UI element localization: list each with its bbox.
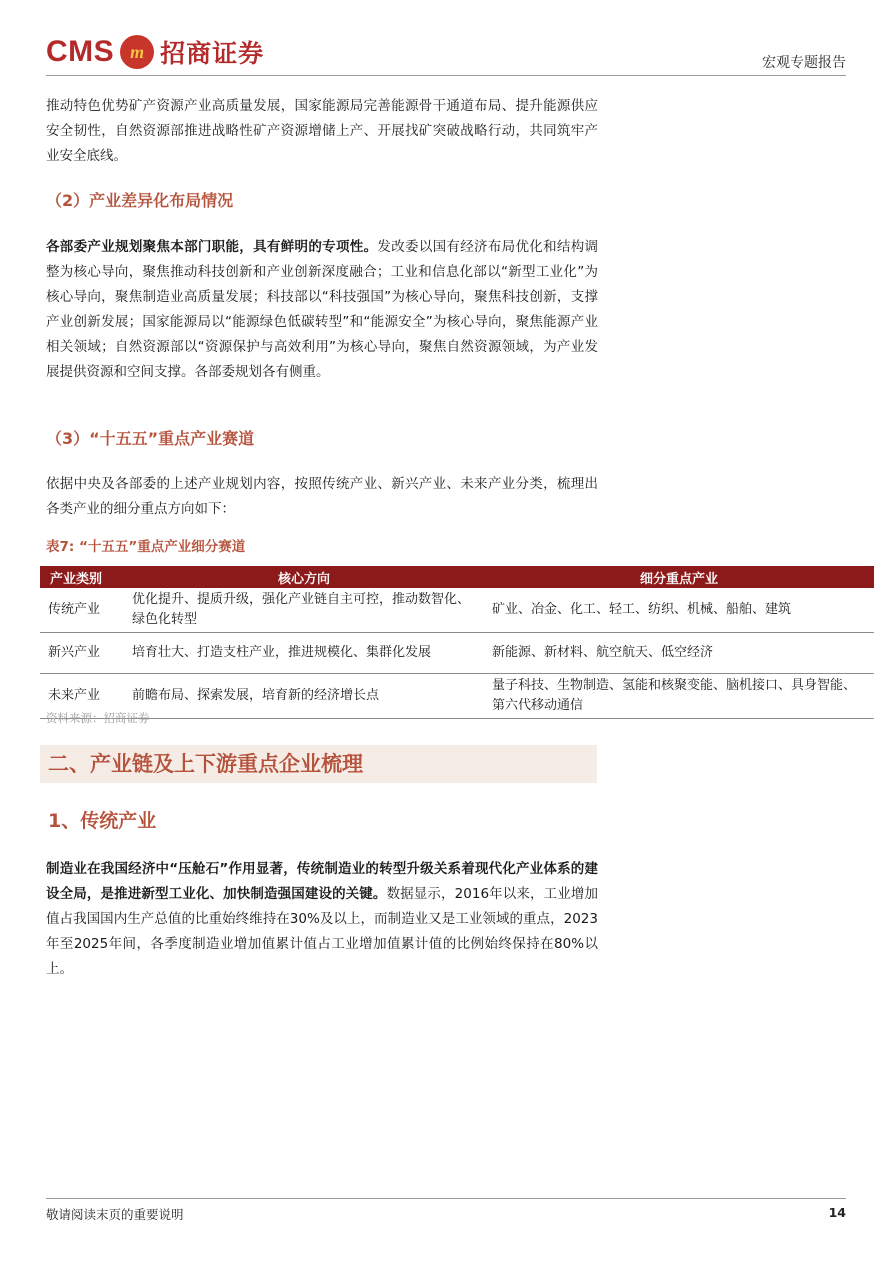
table-cell: 量子科技、生物制造、氢能和核聚变能、脑机接口、具身智能、第六代移动通信 [484, 674, 874, 719]
table-header-category: 产业类别 [40, 566, 124, 588]
table-row [40, 633, 874, 674]
paragraph-4-lead: 制造业在我国经济中“压舱石”作用显著，传统制造业的转型升级关系着现代化产业体系的建设全局，是推进新型工业化、加快制造强国建设的关键。 [46, 861, 598, 902]
paragraph-4 [46, 857, 598, 982]
table-row [40, 674, 874, 719]
report-type: 宏观专题报告 [762, 55, 846, 71]
table-cell: 未来产业 [40, 674, 124, 719]
table-cell: 前瞻布局、探索发展，培育新的经济增长点 [124, 674, 484, 719]
table-cell: 培育壮大、打造支柱产业，推进规模化、集群化发展 [124, 633, 484, 674]
paragraph-2 [46, 235, 598, 385]
logo-emblem-icon: m [120, 35, 154, 69]
table-source: 资料来源：招商证券 [46, 711, 150, 725]
paragraph-4-body: 数据显示，2016年以来，工业增加值占我国国内生产总值的比重始终维持在30%及以上，而制造业又是工业领域的重点，2023年至2025年间，各季度制造业增加值累计值占工业增加值累计值的比例始终保持在80%以上。 [46, 886, 599, 977]
industry-table [40, 566, 874, 719]
table-row [40, 588, 874, 633]
table-cell: 新兴产业 [40, 633, 124, 674]
paragraph-1: 推动特色优势矿产资源产业高质量发展，国家能源局完善能源骨干通道布局、提升能源供应安全韧性，自然资源部推进战略性矿产资源增储上产、开展找矿突破战略行动，共同筑牢产业安全底线。 [46, 98, 598, 164]
footer-disclaimer: 敬请阅读末页的重要说明 [46, 1207, 184, 1222]
paragraph-2-lead: 各部委产业规划聚焦本部门职能，具有鲜明的专项性。 [46, 239, 378, 255]
heading-traditional-industry: 1、传统产业 [48, 810, 157, 832]
subheading-tracks: （3）“十五五”重点产业赛道 [46, 429, 255, 448]
footer-divider [46, 1198, 846, 1199]
company-logo [46, 32, 264, 72]
paragraph-3: 依据中央及各部委的上述产业规划内容，按照传统产业、新兴产业、未来产业分类，梳理出各类产业的细分重点方向如下： [46, 476, 598, 517]
paragraph-2-body: 发改委以国有经济布局优化和结构调整为核心导向，聚焦推动科技创新和产业创新深度融合；工业和信息化部以“新型工业化”为核心导向，聚焦制造业高质量发展；科技部以“科技强国”为核心导向，聚焦科技创新，支撑产业创新发展；国家能源局以“能源绿色低碳转型”和“能源安全”为核心导向，聚焦能源产业相关领域；自然资源部以“资源保护与高效利用”为核心导向，聚焦自然资源领域，为产业发展提供资源和空间支撑。各部委规划各有侧重。 [46, 239, 599, 380]
table-title: 表7: “十五五”重点产业细分赛道 [46, 539, 246, 555]
table-header-direction: 核心方向 [124, 566, 484, 588]
table-cell: 矿业、冶金、化工、轻工、纺织、机械、船舶、建筑 [484, 588, 874, 633]
table-header-row [40, 566, 874, 588]
table-cell: 新能源、新材料、航空航天、低空经济 [484, 633, 874, 674]
table-cell: 传统产业 [40, 588, 124, 633]
table-header-subsectors: 细分重点产业 [484, 566, 874, 588]
section-title: 二、产业链及上下游重点企业梳理 [48, 752, 363, 776]
page-number: 14 [828, 1205, 846, 1220]
logo-text: CMS [46, 35, 115, 68]
header-divider [46, 75, 846, 76]
logo-company-name: 招商证券 [160, 39, 265, 68]
subheading-layout: （2）产业差异化布局情况 [46, 191, 234, 210]
table-cell: 优化提升、提质升级，强化产业链自主可控，推动数智化、绿色化转型 [124, 588, 484, 633]
